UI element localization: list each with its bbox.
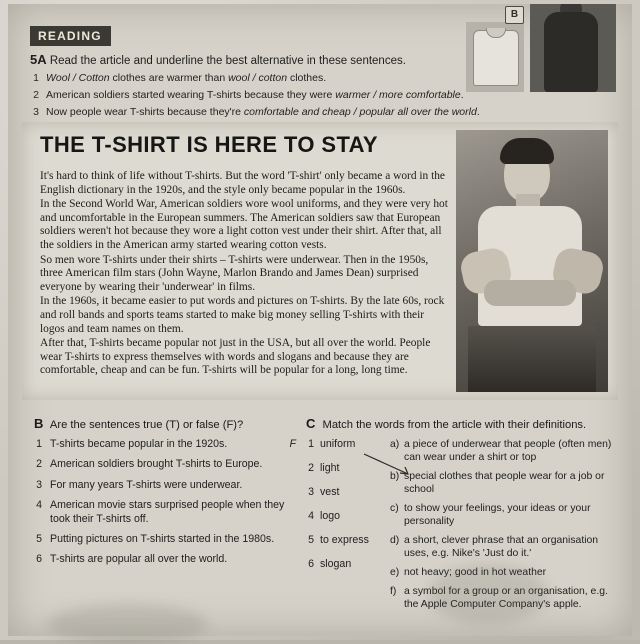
item-text: a symbol for a group or an organisation, e.g. the Apple Computer Company's apple.	[404, 586, 608, 610]
item-text: special clothes that people wear for a job or school	[404, 471, 605, 495]
list-item[interactable]	[390, 438, 622, 464]
article-paragraph: After that, T-shirts became popular not just in the USA, but all over the world. People wear T-shirts to express themselves with words and slogans and because they are comfortable, cheap and can be fun. T-shirts will be popular for a long, long time.	[40, 337, 431, 377]
item-text: American soldiers started wearing T-shirts because they were warmer / more comfortable.	[46, 89, 464, 101]
item-text: Putting pictures on T-shirts started in the 1980s.	[50, 533, 275, 546]
exercise-c-letter: C	[306, 416, 316, 431]
item-text: Wool / Cotton clothes are warmer than wool / cotton clothes.	[46, 72, 327, 84]
item-text: not heavy; good in hot weather	[404, 567, 547, 578]
paper-smudge	[428, 564, 548, 624]
list-item[interactable]	[306, 462, 380, 474]
item-letter: e)	[390, 567, 400, 578]
exercise-5a	[30, 52, 500, 123]
list-item[interactable]	[306, 558, 380, 570]
answer-mark[interactable]: F	[289, 438, 296, 450]
list-item	[30, 72, 500, 84]
item-number: 2	[33, 89, 39, 101]
item-number: 3	[36, 478, 42, 491]
list-item	[34, 479, 296, 492]
item-number: 6	[308, 558, 314, 570]
exercise-5a-instruction	[30, 52, 500, 67]
item-letter: a)	[390, 439, 400, 450]
item-text: Now people wear T-shirts because they're comfortable and cheap / popular all over the world.	[46, 106, 480, 118]
item-text: a short, clever phrase that an organisation uses, e.g. Nike's 'Just do it.'	[404, 535, 599, 559]
exercise-c-instruction-text: Match the words from the article with their definitions.	[322, 419, 587, 431]
article-paragraph: In the 1960s, it became easier to put words and pictures on T-shirts. By the late 60s, rock and roll bands and sports teams started to make big money selling T-shirts with their logos and team names on them.	[40, 295, 445, 335]
exercise-5a-instruction-text: Read the article and underline the best alternative in these sentences.	[49, 55, 406, 67]
item-number: 1	[33, 72, 39, 84]
item-text: American movie stars surprised people when they took their T-shirts off.	[50, 499, 285, 525]
item-number: 4	[308, 510, 314, 522]
item-text: uniform	[320, 438, 356, 450]
section-heading-reading: READING	[30, 26, 111, 46]
list-item[interactable]	[390, 502, 622, 528]
item-text: vest	[320, 486, 340, 498]
item-number: 2	[36, 458, 42, 471]
item-number: 6	[36, 553, 42, 566]
item-number: 5	[308, 534, 314, 546]
article-block	[22, 122, 618, 400]
list-item	[34, 533, 296, 546]
exercise-b-items	[34, 438, 296, 567]
exercise-5a-number: 5A	[30, 52, 47, 67]
item-number: 5	[36, 533, 42, 546]
exercise-b-instruction	[34, 416, 296, 431]
item-number: 1	[308, 438, 314, 450]
article-body	[40, 170, 450, 379]
list-item[interactable]	[390, 534, 622, 560]
list-item	[34, 553, 296, 566]
item-text: to express	[320, 534, 369, 546]
list-item[interactable]	[306, 510, 380, 522]
article-paragraph: It's hard to think of life without T-shirts. But the word 'T-shirt' only became a word in the English dictionary in the 1920s, and the style only became popular in the 1960s.	[40, 170, 445, 196]
item-text: T-shirts are popular all over the world.	[50, 553, 228, 566]
item-text: T-shirts became popular in the 1920s.	[50, 438, 228, 450]
article-paragraph: In the Second World War, American soldiers wore wool uniforms, and they were very hot and uncomfortable in the European summers. The American soldiers saw that European soldiers weren't hot because they wore a light cotton vest under their shirt. After that, all the soldiers in the American army started wearing cotton vests.	[40, 198, 448, 251]
page-badge: B	[505, 6, 524, 24]
item-number: 4	[36, 499, 42, 512]
list-item[interactable]	[306, 438, 380, 450]
item-number: 2	[308, 462, 314, 474]
list-item	[34, 458, 296, 471]
item-letter: d)	[390, 535, 400, 546]
photo-marlon-brando	[456, 130, 608, 392]
item-text: a piece of underwear that people (often men) can wear under a shirt or top	[404, 439, 612, 463]
textbook-page	[8, 4, 632, 636]
exercise-5a-items	[30, 72, 500, 118]
exercise-c-words	[306, 438, 380, 617]
item-text: light	[320, 462, 340, 474]
paper-smudge	[48, 604, 208, 644]
photo-person-thumbnail	[530, 4, 616, 92]
item-number: 3	[33, 106, 39, 118]
article-title: THE T-SHIRT IS HERE TO STAY	[40, 132, 378, 157]
item-text: American soldiers brought T-shirts to Europe.	[50, 458, 263, 471]
item-text: logo	[320, 510, 341, 522]
list-item	[34, 499, 296, 526]
list-item[interactable]	[306, 486, 380, 498]
list-item	[30, 89, 500, 101]
item-letter: c)	[390, 503, 399, 514]
list-item	[34, 438, 296, 451]
item-letter: b)	[390, 471, 400, 482]
item-number: 1	[36, 438, 42, 450]
item-text: to show your feelings, your ideas or your personality	[404, 503, 591, 527]
exercise-b-instruction-text: Are the sentences true (T) or false (F)?	[49, 419, 244, 431]
item-letter: f)	[390, 586, 397, 597]
list-item[interactable]	[306, 534, 380, 546]
exercise-c-instruction	[306, 416, 622, 431]
item-text: slogan	[320, 558, 352, 570]
list-item[interactable]	[390, 470, 622, 496]
exercise-b-letter: B	[34, 416, 44, 431]
item-text: For many years T-shirts were underwear.	[50, 478, 243, 491]
item-number: 3	[308, 486, 314, 498]
exercise-b	[34, 416, 296, 574]
article-paragraph: So men wore T-shirts under their shirts – T-shirts were underwear. Then in the 1950s, three American film stars (John Wayne, Marlon Brando and James Dean) surprised everyone by wearing their 'underwear' in films.	[40, 253, 429, 293]
list-item	[30, 106, 500, 118]
